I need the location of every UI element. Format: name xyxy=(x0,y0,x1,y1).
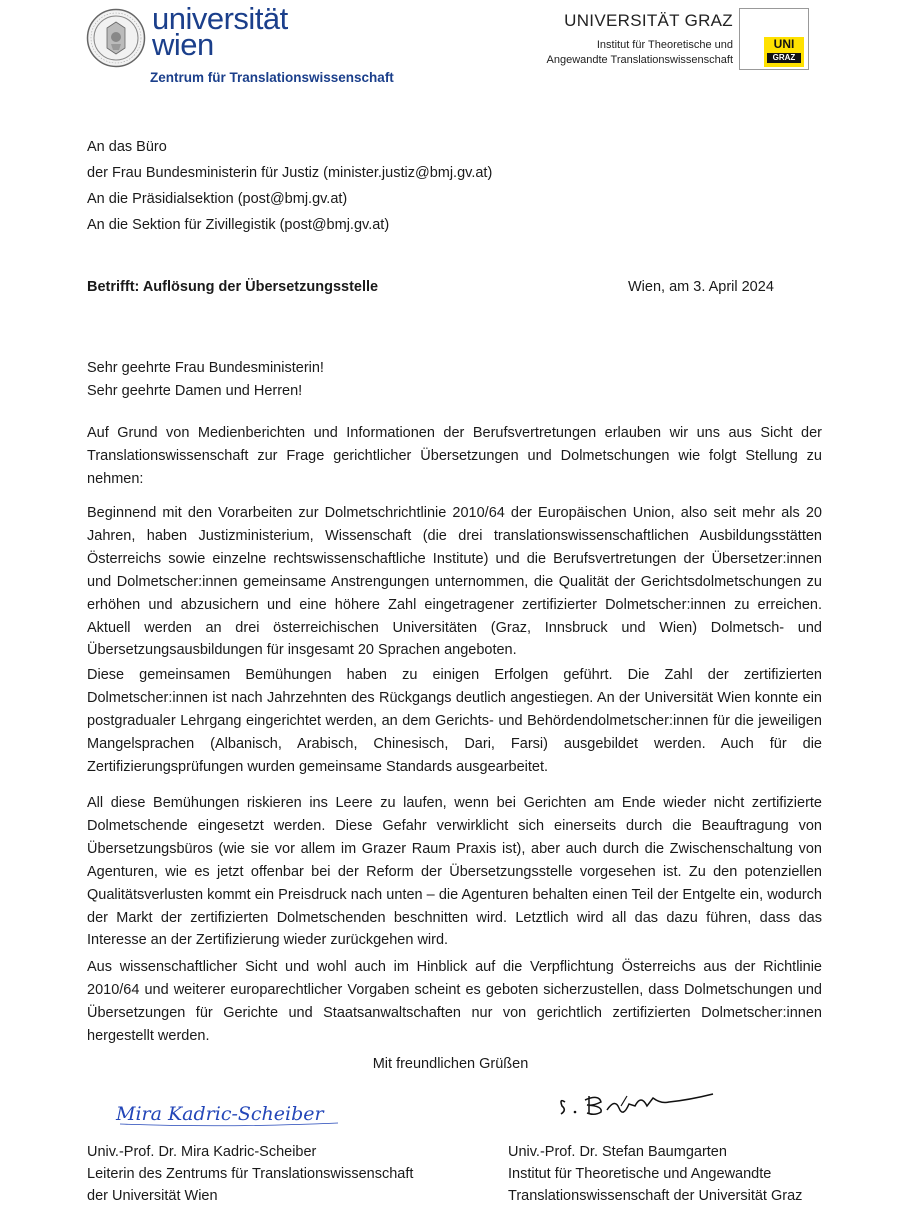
paragraph-4: All diese Bemühungen riskieren ins Leere zu laufen, wenn bei Gerichten am Ende wieder nicht zertifizierte Dolmetschende eingesetzt werden. Diese Gefahr verwirklicht sich einerseits durch die Beauftragung von Übersetzungsbüros (wie sie vor allem im Grazer Raum Praxis ist), aber auch durch die Zwischenschaltung von Agenturen, wie es jetzt offenbar bei der Reform der Übersetzungsstelle vorgesehen ist. Zu den potenziellen Qualitätsverlusten kommt ein Preisdruck nach unten – die Agenturen behalten einen Teil der Entgelte ein, wodurch der Markt der zertifizierten Dolmetschenden beschnitten wird. Letztlich wird all das dazu führen, dass das Interesse an der Zertifizierung wieder zurückgehen wird. xyxy=(87,795,822,949)
graz-badge-uni: UNI xyxy=(773,37,795,51)
signer-right-details xyxy=(508,1141,802,1207)
university-vienna-logo xyxy=(86,1,394,88)
signer-line: Translationswissenschaft der Universität Graz xyxy=(508,1188,803,1204)
closing-phrase: Mit freundlichen Grüßen xyxy=(372,1056,529,1072)
salutation xyxy=(87,357,324,403)
address-line: der Frau Bundesministerin für Justiz (minister.justiz@bmj.gv.at) xyxy=(87,165,493,181)
signer-line: der Universität Wien xyxy=(87,1188,218,1204)
graz-badge xyxy=(739,8,809,70)
paragraph-5: Aus wissenschaftlicher Sicht und wohl auch im Hinblick auf die Verpflichtung Österreichs aus der Richtlinie 2010/64 und weiterer europarechtlicher Vorgaben scheint es geboten sicherzustellen, dass Dolmetschungen und Übersetzungen für Gerichte und Staatsanwaltschaften nur von gerichtlich zertifizierten Dolmetscher:innen hergestellt werden. xyxy=(87,959,822,1044)
salutation-line: Sehr geehrte Frau Bundesministerin! xyxy=(87,360,324,376)
paragraph-2: Beginnend mit den Vorarbeiten zur Dolmetschrichtlinie 2010/64 der Europäischen Union, also seit mehr als 20 Jahren, haben Justizministerium, Wissenschaft (die drei translationswissenschaftlichen Ausbildungsstätten Österreichs sowie einzelne rechtswissenschaftliche Institute) und die Berufsvertretungen der Übersetzer:innen und Dolmetscher:innen gemeinsame Anstrengungen unternommen, die Qualität der Gerichtsdolmetschungen zu erhöhen und abzusichern und eine höhere Zahl eingetragener zertifizierter Dolmetscher:innen zu erreichen. Aktuell werden an drei österreichischen Universitäten (Graz, Innsbruck und Wien) Dolmetsch- und Übersetzungsausbildungen für insgesamt 20 Sprachen angeboten. xyxy=(87,505,822,659)
graz-badge-graz: GRAZ xyxy=(767,53,801,63)
graz-institute xyxy=(547,38,734,68)
graz-title: UNIVERSITÄT GRAZ xyxy=(564,11,733,30)
address-line: An die Präsidialsektion (post@bmj.gv.at) xyxy=(87,191,348,207)
signer-line: Institut für Theoretische und Angewandte xyxy=(508,1166,772,1182)
university-seal-icon xyxy=(86,8,146,68)
wordmark-line-1: universität xyxy=(152,1,288,36)
recipient-address xyxy=(87,136,492,237)
university-graz-logo xyxy=(537,8,809,72)
address-line: An die Sektion für Zivillegistik (post@bmj.gv.at) xyxy=(87,217,390,233)
signer-line: Univ.-Prof. Dr. Mira Kadric-Scheiber xyxy=(87,1144,317,1160)
paragraph-1: Auf Grund von Medienberichten und Informationen der Berufsvertretungen erlauben wir uns aus Sicht der Translationswissenschaft zur Frage gerichtlicher Übersetzungen und Dolmetschungen wie folgt Stellung zu nehmen: xyxy=(87,425,822,487)
wordmark-line-2: wien xyxy=(152,27,214,62)
graz-institute-line-1: Institut für Theoretische und xyxy=(596,39,733,51)
center-name: Zentrum für Translationswissenschaft xyxy=(150,70,394,85)
address-line: An das Büro xyxy=(87,139,167,155)
graz-institute-line-2: Angewandte Translationswissenschaft xyxy=(546,54,733,66)
signature-baumgarten xyxy=(557,1088,717,1122)
paragraph-3: Diese gemeinsamen Bemühungen haben zu einigen Erfolgen geführt. Die Zahl der zertifizierten Dolmetscher:innen ist nach Jahrzehnten des Rückgangs deutlich angestiegen. An der Universität Wien konnte ein postgradualer Lehrgang eingerichtet werden, an dem Gerichts- und Behördendolmetscher:innen für die jeweiligen Mangelsprachen (Albanisch, Arabisch, Chinesisch, Dari, Farsi) ausgebildet werden. Auch für die Zertifizierungsprüfungen wurden gemeinsame Standards ausgearbeitet. xyxy=(87,667,822,775)
signer-left-details xyxy=(87,1141,413,1207)
university-vienna-wordmark xyxy=(152,1,288,62)
subject-line: Betrifft: Auflösung der Übersetzungsstelle xyxy=(87,279,379,295)
signer-line: Univ.-Prof. Dr. Stefan Baumgarten xyxy=(508,1144,727,1160)
date-line: Wien, am 3. April 2024 xyxy=(628,279,774,295)
salutation-line: Sehr geehrte Damen und Herren! xyxy=(87,383,303,399)
signature-kadric-scheiber xyxy=(114,1098,344,1130)
signature-text: Mira Kadric-Scheiber xyxy=(116,1103,324,1125)
signer-line: Leiterin des Zentrums für Translationswissenschaft xyxy=(87,1166,414,1182)
